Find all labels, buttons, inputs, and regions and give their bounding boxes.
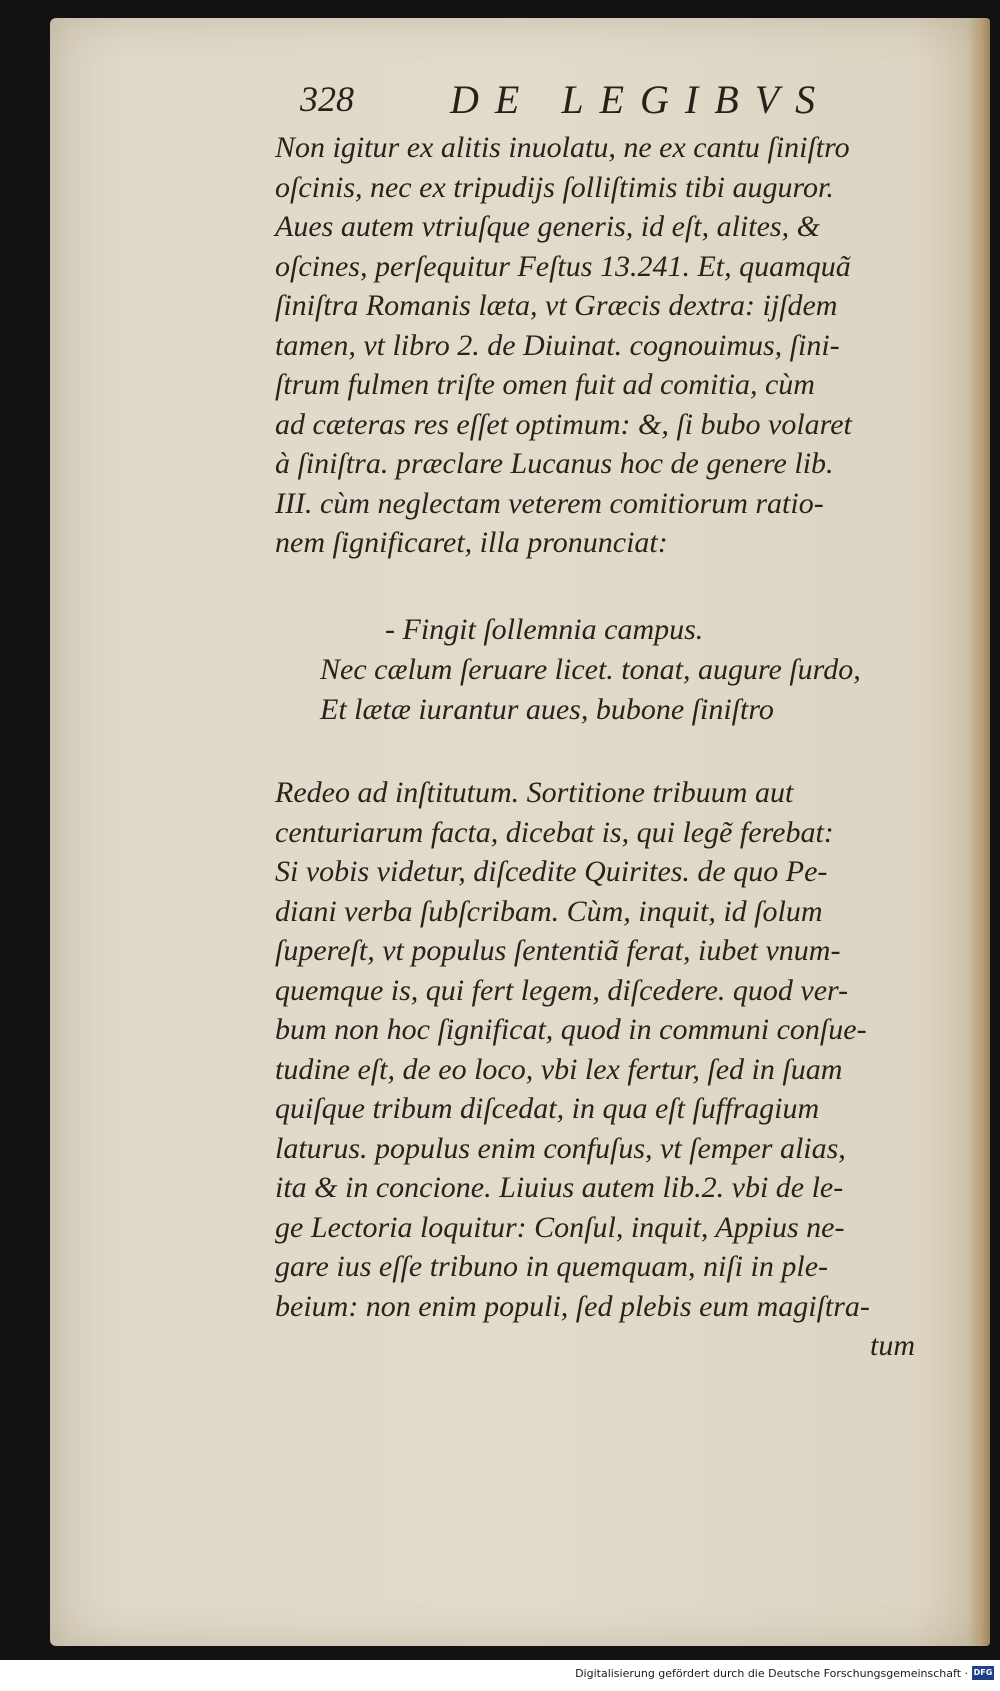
text-line: tudine eſt, de eo loco, vbi lex fertur, ſed in ſuam (275, 1052, 843, 1086)
text-line: III. cùm neglectam veterem comitiorum ratio- (275, 486, 824, 520)
text-line: diani verba ſubſcribam. Cùm, inquit, id ſolum (275, 894, 823, 928)
text-line: Aues autem vtriuſque generis, id eſt, alites, & (275, 210, 820, 243)
page-edge (968, 18, 990, 1646)
running-head: DE LEGIBVS (450, 77, 832, 122)
text-line: ſtrum fulmen triſte omen fuit ad comitia, cùm (275, 368, 815, 401)
text-line: oſcines, perſequitur Feſtus 13.241. Et, quamquã (275, 249, 851, 283)
verse-line: - Fingit ſollemnia campus. (385, 613, 704, 646)
text-line: ad cæteras res eſſet optimum: &, ſi bubo volaret (275, 407, 852, 441)
verse-line: Nec cælum ſeruare licet. tonat, augure ſurdo, (320, 653, 861, 686)
verse-quotation (275, 610, 915, 730)
text-line: oſcinis, nec ex tripudijs ſolliſtimis tibi auguror. (275, 170, 834, 204)
page-number: 328 (300, 79, 354, 119)
text-line: tamen, vt libro 2. de Diuinat. cognouimus, ſini- (275, 328, 840, 362)
text-line: centuriarum facta, dicebat is, qui legẽ ferebat: (275, 815, 834, 849)
text-line: Non igitur ex alitis inuolatu, ne ex cantu ſiniſtro (275, 131, 850, 164)
text-line: bum non hoc ſignificat, quod in communi conſue- (275, 1013, 867, 1046)
paragraph-1 (275, 128, 915, 563)
page-header (290, 68, 910, 128)
text-line: nem ſignificaret, illa pronunciat: (275, 526, 668, 559)
text-line: gare ius eſſe tribuno in quemquam, niſi in ple- (275, 1250, 828, 1283)
paragraph-2 (275, 773, 915, 1366)
text-line: Redeo ad inſtitutum. Sortitione tribuum aut (275, 776, 794, 809)
text-line: à ſiniſtra. præclare Lucanus hoc de genere lib. (275, 447, 834, 480)
text-line: ſiniſtra Romanis læta, vt Græcis dextra: ijſdem (275, 289, 838, 322)
text-line: beium: non enim populi, ſed plebis eum magiſtra- (275, 1289, 870, 1323)
verse-line: Et lætæ iurantur aues, bubone ſiniſtro (320, 693, 774, 726)
funding-credit: Digitalisierung gefördert durch die Deutsche Forschungsgemeinschaft · (575, 1667, 968, 1680)
text-line: ſupereſt, vt populus ſententiã ferat, iubet vnum- (275, 934, 841, 967)
text-line: Si vobis videtur, diſcedite Quirites. de quo Pe- (275, 855, 828, 888)
dfg-logo: DFG (972, 1666, 994, 1680)
text-line: quiſque tribum diſcedat, in qua eſt ſuffragium (275, 1092, 820, 1125)
text-line: ge Lectoria loquitur: Conſul, inquit, Appius ne- (275, 1210, 845, 1244)
footer-bar (0, 1660, 1000, 1691)
catchword: tum (870, 1329, 915, 1362)
text-line: quemque is, qui fert legem, diſcedere. quod ver- (275, 973, 849, 1007)
text-line: ita & in concione. Liuius autem lib.2. vbi de le- (275, 1171, 844, 1204)
text-line: laturus. populus enim confuſus, vt ſemper alias, (275, 1131, 846, 1165)
